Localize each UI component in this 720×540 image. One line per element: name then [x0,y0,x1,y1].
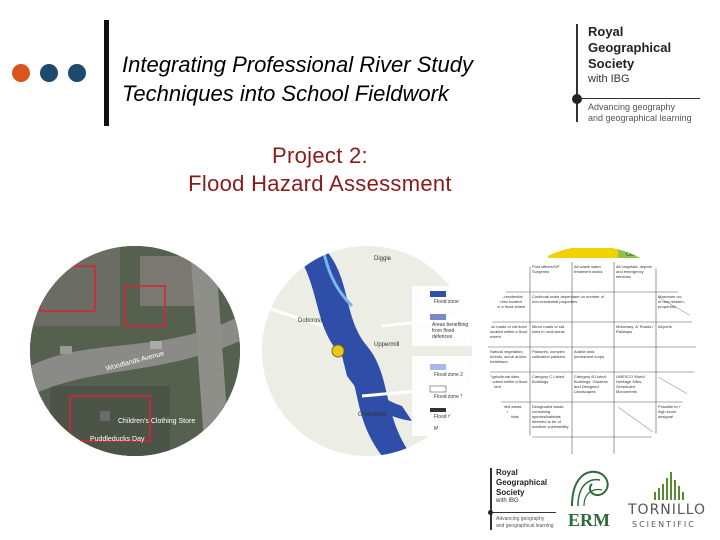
rgs-logo-top-tagline1: Advancing geography [588,102,676,112]
erm-logo [566,468,618,534]
rgs-logo-bottom-line4: with IBG [496,498,519,504]
table-cell-r4c2: Category B Listed Buildings, Gardens and Designed Landscapes [574,374,608,394]
rgs-logo-bottom-line2: Geographical [496,478,548,487]
title-divider [104,20,109,126]
scoring-table-image [488,246,696,456]
rgs-logo-top-tagline2: and geographical learning [588,113,692,123]
table-cell-r2c1: Minor roads or rail lines in rural areas [532,324,565,334]
table-cell-r2c0: No roads or rail lines located within a flood extent [490,324,528,339]
flood-map-legend-defences: Areas benefiting from flood defences [432,322,469,340]
table-cell-r3c2: Arable land, permanent crops [574,349,605,359]
table-cell-r5c0: Designated areas containing species/habitats [490,404,522,419]
rgs-logo-bottom-line1: Royal [496,468,518,477]
tornillo-logo-line2: SCIENTIFIC [632,520,696,529]
table-cell-r0c0: Post offices/GP Surgeries [532,264,560,274]
rgs-logo-bottom-tagline1: Advancing geography [496,516,545,522]
rgs-logo-bottom-line3: Society [496,488,525,497]
flood-map-legend-defence: Flood defence [434,414,466,420]
subtitle-line-1: Project 2: [272,143,368,168]
decor-dot-orange-left [12,64,30,82]
table-cell-r4c0: Agricultural sites located within a flood extent [490,374,528,389]
table-cell-r4c3: UNESCO World Heritage Sites, Scheduled Monuments [616,374,645,394]
flood-map-legend-zone2: Flood zone 2 [434,372,463,378]
aerial-map-label-1: Children's Clothing Store [118,418,196,425]
aerial-map-label-3: Woodlands Avenue [105,350,165,373]
table-cell-r3c1: Pastures, complex cultivation patterns [532,349,566,359]
tornillo-logo [624,470,716,534]
table-cell-r2c2: Motorway 'A' Roads / Railways [616,324,654,334]
flood-map-legend-flood-zone: Flood zone [434,299,459,305]
table-header-medium: Medium [628,247,646,253]
title-line-2: Techniques into School Fieldwork [122,81,449,106]
decor-dot-blue-2 [68,64,86,82]
table-cell-r1c2: Maximum number of non-residential properties [658,294,691,309]
table-cell-r0c1: All waste water treatment works [574,264,603,274]
table-header-score: Cell Score: 3-6 [626,252,660,258]
flood-map-label-dobcross: Dobcross [298,318,324,324]
table-cell-r4c1: Category C Listed Buildings [532,374,565,384]
tornillo-logo-line1: TORNILLO [628,502,707,518]
table-cell-r5c2: Possible to get a high score but no designated areas [658,404,689,419]
flood-map-label-uppermill: Uppermill [374,342,400,348]
flood-map-label-greenfield: Greenfield [358,412,386,418]
table-cell-r1c1: Continual scale dependant on number of non-residential properties [532,294,605,304]
table-cell-r0c2: All hospitals, depots and emergency services [616,264,652,279]
rgs-logo-top-line4: with IBG [588,73,630,85]
aerial-map-image [30,246,240,456]
flood-map-image [262,246,472,456]
flood-map-legend-zone1: Flood zone 1 [434,394,463,400]
rgs-logo-top-line2: Geographical [588,40,672,55]
slide-subtitle [0,142,720,198]
rgs-logo-top-line3: Society [588,56,635,71]
scoring-table-grid [488,262,696,456]
rgs-logo-top [570,20,710,126]
erm-logo-text: ERM [568,510,610,530]
title-line-1: Integrating Professional River Study [122,52,473,77]
table-cell-r3c0: Natural vegetation, forests, scrub and/or heathland [490,349,527,364]
slide-title [122,50,473,108]
aerial-map-label-2: Puddleducks Day [90,436,145,443]
rgs-logo-bottom [488,466,560,536]
table-cell-r2c3: Airports [658,324,672,329]
rgs-logo-bottom-tagline2: and geographical learning [496,523,554,529]
flood-map-legend-main-river: Main river [434,426,456,432]
table-cell-r1c0: No non-residential properties located within a flood extent [490,294,526,309]
subtitle-line-2: Flood Hazard Assessment [188,171,452,196]
rgs-logo-top-line1: Royal [588,24,624,39]
table-cell-r5c1: Designated areas containing species/habitats deemed to be of medium vulnerability [532,404,569,429]
flood-map-label-diggle: Diggle [374,256,392,262]
decor-dot-blue-1 [40,64,58,82]
